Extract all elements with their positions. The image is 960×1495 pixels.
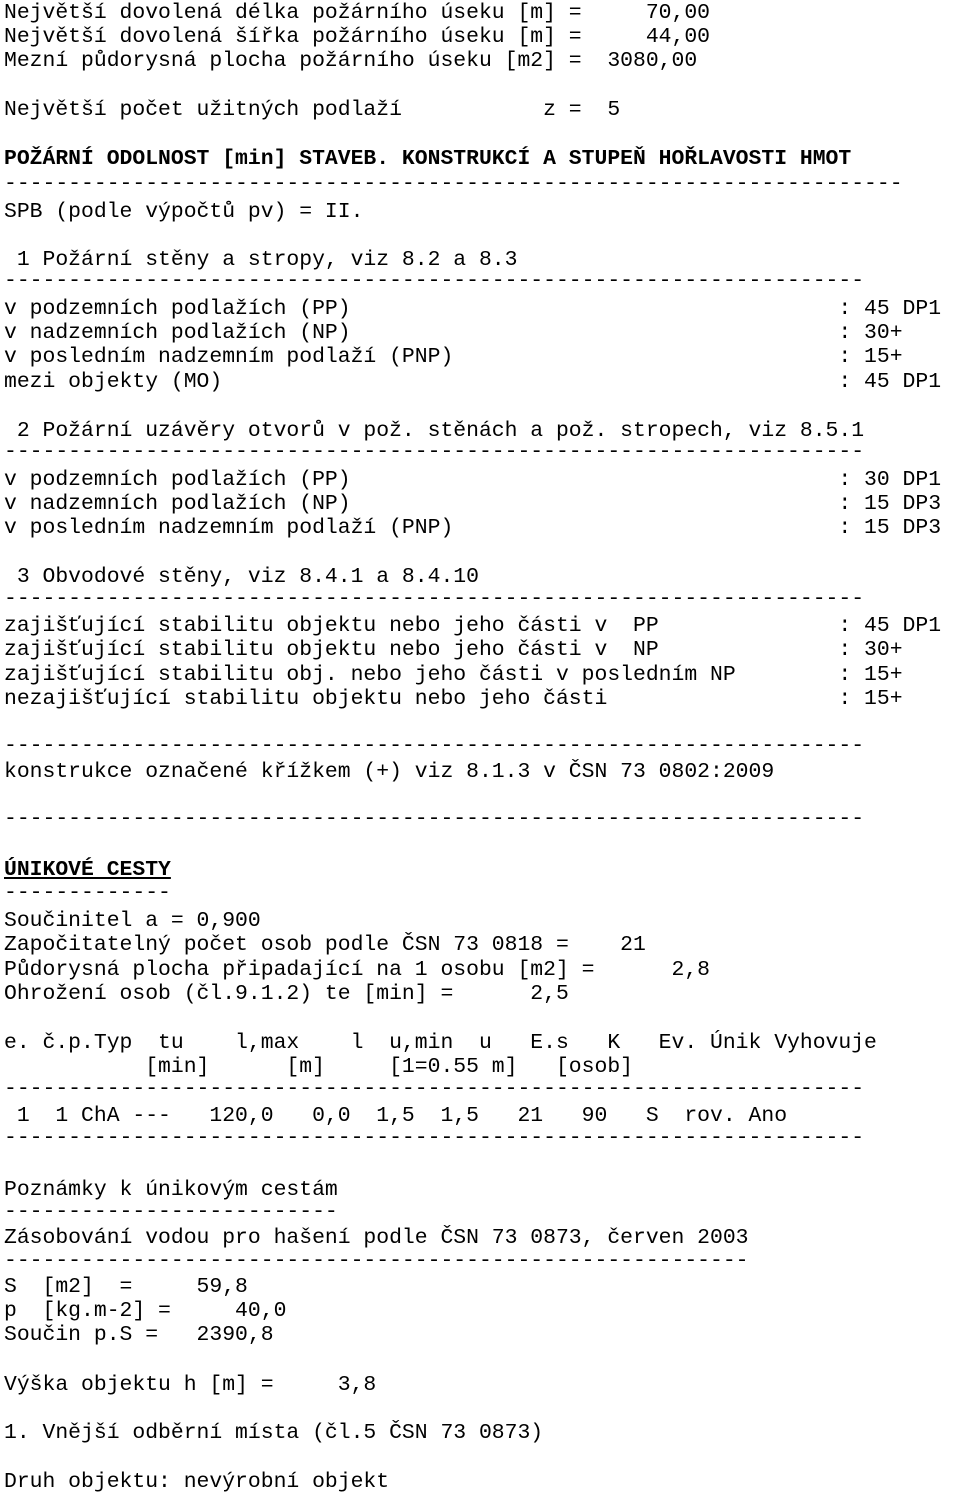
fire-load-p: p [kg.m-2] = 40,0 [4, 1299, 287, 1323]
perimeter-last-np-row: zajišťující stabilitu obj. nebo jeho části v posledním NP : 15+ [4, 663, 903, 687]
escape-table-header: e. č.p.Typ tu l,max l u,min u E.s K Ev. Únik Vyhovuje [4, 1031, 877, 1055]
walls-mo-row: mezi objekty (MO) : 45 DP1 [4, 370, 942, 394]
separator: ------------- [4, 881, 171, 905]
perimeter-np-row: zajišťující stabilitu objektu nebo jeho části v NP : 30+ [4, 638, 903, 662]
coefficient-a: Součinitel a = 0,900 [4, 909, 261, 933]
escape-table-units: [min] [m] [1=0.55 m] [osob] [4, 1055, 633, 1079]
area-s: S [m2] = 59,8 [4, 1275, 248, 1299]
building-height: Výška objektu h [m] = 3,8 [4, 1373, 377, 1397]
walls-pp-row: v podzemních podlažích (PP) : 45 DP1 [4, 297, 942, 321]
separator: ------------------------------------------------------------------- [4, 807, 865, 831]
closures-np-row: v nadzemních podlažích (NP) : 15 DP3 [4, 492, 942, 516]
separator: ------------------------------------------------------------------- [4, 587, 865, 611]
fire-resistance-heading: POŽÁRNÍ ODOLNOST [min] STAVEB. KONSTRUKCÍ A STUPEŇ HOŘLAVOSTI HMOT [4, 147, 852, 171]
separator: ------------------------------------------------------------------- [4, 269, 865, 293]
max-fire-section-width: Největší dovolená šířka požárního úseku [m] = 44,00 [4, 25, 711, 49]
closures-pnp-row: v posledním nadzemním podlaží (PNP) : 15 DP3 [4, 516, 942, 540]
cross-marked-note: konstrukce označené křížkem (+) viz 8.1.3 v ČSN 73 0802:2009 [4, 760, 775, 784]
escape-routes-heading: ÚNIKOVÉ CESTY [4, 858, 171, 882]
escape-notes-title: Poznámky k únikovým cestám [4, 1178, 338, 1202]
section-2-title: 2 Požární uzávěry otvorů v pož. stěnách a pož. stropech, viz 8.5.1 [4, 419, 865, 443]
product-ps: Součin p.S = 2390,8 [4, 1323, 274, 1347]
closures-pp-row: v podzemních podlažích (PP) : 30 DP1 [4, 468, 942, 492]
escape-table-row: 1 1 ChA --- 120,0 0,0 1,5 1,5 21 90 S rov. Ano [4, 1104, 788, 1128]
perimeter-pp-row: zajišťující stabilitu objektu nebo jeho části v PP : 45 DP1 [4, 614, 942, 638]
separator: ------------------------------------------------------------------- [4, 1077, 865, 1101]
area-per-person: Půdorysná plocha připadající na 1 osobu [m2] = 2,8 [4, 958, 711, 982]
threat-time: Ohrožení osob (čl.9.1.2) te [min] = 2,5 [4, 982, 569, 1006]
separator: -------------------------- [4, 1200, 338, 1224]
max-fire-section-area: Mezní půdorysná plocha požárního úseku [m2] = 3080,00 [4, 49, 698, 73]
separator: ------------------------------------------------------------------- [4, 440, 865, 464]
section-3-title: 3 Obvodové stěny, viz 8.4.1 a 8.4.10 [4, 565, 479, 589]
walls-np-row: v nadzemních podlažích (NP) : 30+ [4, 321, 903, 345]
section-1-title: 1 Požární stěny a stropy, viz 8.2 a 8.3 [4, 248, 518, 272]
water-supply-title: Zásobování vodou pro hašení podle ČSN 73 0873, červen 2003 [4, 1226, 749, 1250]
max-fire-section-length: Největší dovolená délka požárního úseku [m] = 70,00 [4, 1, 711, 25]
external-hydrants: 1. Vnější odběrní místa (čl.5 ČSN 73 0873) [4, 1421, 544, 1445]
spb-line: SPB (podle výpočtů pv) = II. [4, 200, 364, 224]
separator: ---------------------------------------------------------------------- [4, 172, 903, 196]
walls-pnp-row: v posledním nadzemním podlaží (PNP) : 15+ [4, 345, 903, 369]
max-floor-count: Největší počet užitných podlaží z = 5 [4, 98, 621, 122]
building-type: Druh objektu: nevýrobní objekt [4, 1470, 390, 1494]
perimeter-non-structural-row: nezajišťující stabilitu objektu nebo jeho části : 15+ [4, 687, 903, 711]
person-count: Započitatelný počet osob podle ČSN 73 0818 = 21 [4, 933, 646, 957]
separator: ------------------------------------------------------------------- [4, 734, 865, 758]
separator: ---------------------------------------------------------- [4, 1249, 749, 1273]
separator: ------------------------------------------------------------------- [4, 1126, 865, 1150]
